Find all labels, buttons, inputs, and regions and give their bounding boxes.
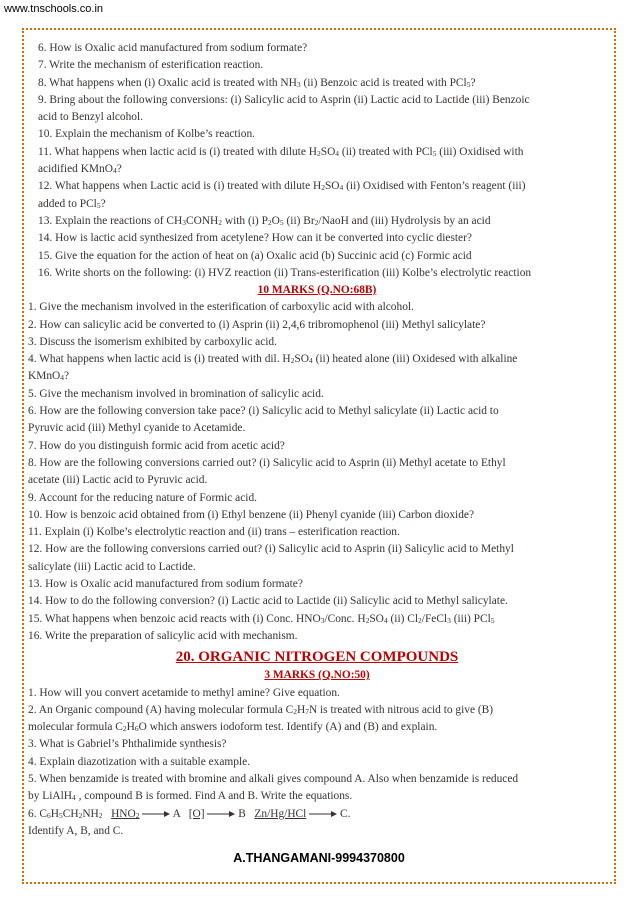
nitrogen-question-6-reaction: 6. $C_6H_5CH_2NH_2$ $HNO_2$ A [O] B Zn/Hg/HCl C. <box>28 806 606 823</box>
question-8: 8. What happens when (i) Oxalic acid is treated with $NH_3$ (ii) Benzoic acid is treated with PCl$_5$? <box>38 76 476 89</box>
question-14: 14. How is lactic acid synthesized from acetylene? How can it be converted into cyclic diester? <box>38 232 472 245</box>
reagent-oxidation: [O] <box>188 807 205 820</box>
heading-3-marks: 3 MARKS (Q.NO:50) <box>264 669 370 682</box>
long-question-8: 8. How are the following conversions carried out? (i) Salicylic acid to Asprin (ii) Methyl acetate to Ethyl <box>28 456 506 469</box>
long-question-7: 7. How do you distinguish formic acid from acetic acid? <box>28 439 285 452</box>
long-question-8-cont: acetate (iii) Lactic acid to Pyruvic acid. <box>28 474 208 487</box>
long-question-16: 16. Write the preparation of salicylic acid with mechanism. <box>28 629 298 642</box>
nitrogen-question-6-cont: Identify A, B, and C. <box>28 824 124 837</box>
question-10: 10. Explain the mechanism of Kolbe’s reaction. <box>38 128 255 141</box>
questions-3marks-continued <box>38 40 606 282</box>
nitrogen-question-5: 5. When benzamide is treated with bromine and alkali gives compound A. Also when benzamide is reduced <box>28 773 519 786</box>
reaction-arrow-icon <box>142 809 170 819</box>
long-question-4-cont: KMnO$_4$? <box>28 370 70 383</box>
questions-10marks <box>28 282 606 840</box>
long-question-4: 4. What happens when lactic acid is (i) treated with dil. $H_2SO_4$ (ii) heated alone (iii) Oxidesed with alkaline <box>28 353 518 366</box>
nitrogen-question-2-cont: molecular formula $C_2H_6O$ which answers iodoform test. Identify (A) and (B) and explain. <box>28 721 438 734</box>
question-9: 9. Bring about the following conversions: (i) Salicylic acid to Asprin (ii) Lactic acid to Lactide (iii) Benzoic <box>38 93 530 106</box>
nitrogen-question-3: 3. What is Gabriel’s Phthalimide synthesis? <box>28 738 227 751</box>
question-15: 15. Give the equation for the action of heat on (a) Oxalic acid (b) Succinic acid (c) Formic acid <box>38 249 472 262</box>
long-question-15: 15. What happens when benzoic acid reacts with (i) Conc. $HNO_3$/Conc. $H_2SO_4$ (ii) $Cl_2/FeCl_3$ (iii) PCl$_5$ <box>28 612 495 625</box>
long-question-2: 2. How can salicylic acid be converted to (i) Asprin (ii) 2,4,6 tribromophenol (iii) Methyl salicylate? <box>28 318 486 331</box>
question-12: 12. What happens when Lactic acid is (i) treated with dilute $H_2SO_4$ (ii) Oxidised with Fenton’s reagent (iii) <box>38 180 526 193</box>
author-footer: A.THANGAMANI-9994370800 <box>233 851 405 865</box>
nitrogen-question-5-cont: by LiAlH$_4$ , compound B is formed. Find A and B. Write the equations. <box>28 790 353 803</box>
heading-10-marks: 10 MARKS (Q.NO:68B) <box>257 284 377 296</box>
question-9-cont: acid to Benzyl alcohol. <box>38 111 144 124</box>
chapter-title: 20. ORGANIC NITROGEN COMPOUNDS <box>175 649 459 666</box>
long-question-5: 5. Give the mechanism involved in bromination of salicylic acid. <box>28 387 324 400</box>
long-question-11: 11. Explain (i) Kolbe’s electrolytic reaction and (ii) trans – esterification reaction. <box>28 526 400 539</box>
long-question-13: 13. How is Oxalic acid manufactured from sodium formate? <box>28 578 303 591</box>
question-16: 16. Write shorts on the following: (i) HVZ reaction (ii) Trans-esterification (iii) Kolbe’s electrolytic reaction <box>38 266 532 279</box>
long-question-6-cont: Pyruvic acid (iii) Methyl cyanide to Acetamide. <box>28 422 246 435</box>
question-11-cont: acidified KMnO$_4$? <box>38 163 122 176</box>
question-12-cont: added to PCl$_5$? <box>38 197 106 210</box>
question-13: 13. Explain the reactions of $CH_3CONH_2$ with (i) $P_2O_5$ (ii) $Br_2$/NaoH and (iii) Hydrolysis by an acid <box>38 214 491 227</box>
question-6: 6. How is Oxalic acid manufactured from sodium formate? <box>38 42 308 54</box>
long-question-12-cont: salicylate (iii) Lactic acid to Lactide. <box>28 560 196 573</box>
long-question-12: 12. How are the following conversions carried out? (i) Salicylic acid to Asprin (ii) Salicylic acid to Methyl <box>28 543 514 556</box>
reagent-clemmensen: Zn/Hg/HCl <box>254 807 307 820</box>
nitrogen-question-1: 1. How will you convert acetamide to methyl amine? Give equation. <box>28 686 340 699</box>
long-question-10: 10. How is benzoic acid obtained from (i) Ethyl benzene (ii) Phenyl cyanide (iii) Carbon dioxide? <box>28 508 474 521</box>
reaction-arrow-icon <box>207 809 235 819</box>
nitrogen-question-4: 4. Explain diazotization with a suitable example. <box>28 755 251 768</box>
long-question-9: 9. Account for the reducing nature of Formic acid. <box>28 491 258 504</box>
reagent-nitrous-acid: $HNO_2$ <box>111 807 140 820</box>
long-question-3: 3. Discuss the isomerism exhibited by carboxylic acid. <box>28 335 277 348</box>
long-question-6: 6. How are the following conversion take pace? (i) Salicylic acid to Methyl salicylate (ii) Lactic acid to <box>28 405 499 418</box>
long-question-14: 14. How to do the following conversion? (i) Lactic acid to Lactide (ii) Salicylic acid to Methyl salicylate. <box>28 595 508 608</box>
reaction-arrow-icon <box>309 809 337 819</box>
question-11: 11. What happens when lactic acid is (i) treated with dilute $H_2SO_4$ (ii) treated with PCl$_5$ (iii) Oxidised with <box>38 145 524 158</box>
question-7: 7. Write the mechanism of esterification reaction. <box>38 59 264 72</box>
long-question-1: 1. Give the mechanism involved in the esterification of carboxylic acid with alcohol. <box>28 301 414 314</box>
site-url[interactable]: www.tnschools.co.in <box>4 3 104 15</box>
nitrogen-question-2: 2. An Organic compound (A) having molecular formula $C_2H_7N$ is treated with nitrous acid to give (B) <box>28 703 494 716</box>
